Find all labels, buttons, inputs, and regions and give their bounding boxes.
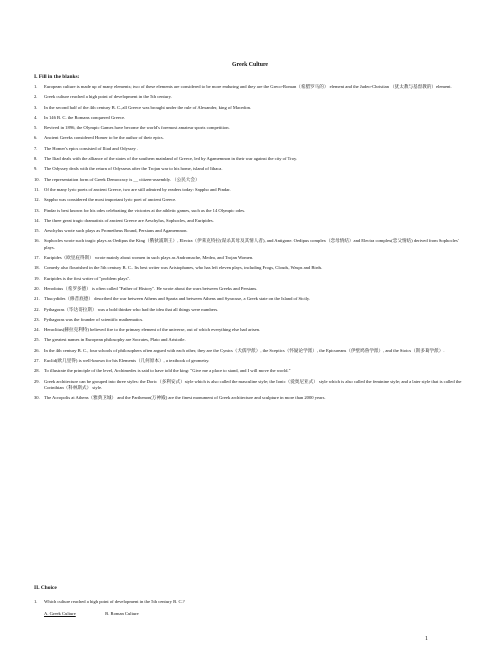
list-item	[34, 358, 464, 364]
list-item-text: Pindar is best known for his odes celebrating the victories at the athletic games, such as the 14 Olympic odes.	[44, 207, 246, 213]
list-item	[34, 187, 464, 193]
list-item	[34, 135, 464, 141]
list-item	[34, 125, 464, 131]
list-item-text: Sappho was considered the most important lyric poet of ancient Greece.	[44, 197, 177, 203]
list-item-text: The representation form of Greek Democracy is __ citizen-assembly. （公民大会）	[44, 176, 200, 182]
list-item	[34, 368, 464, 374]
list-item-number: 16.	[34, 238, 40, 244]
list-item-text: Euripides（欧里庇得斯） wrote mainly about women in such plays as Andromache, Medea, and Trojan Women.	[44, 255, 254, 261]
list-item	[34, 337, 464, 343]
choice-option-a: A. Greek Culture	[44, 611, 76, 616]
list-item	[34, 238, 464, 251]
list-item	[34, 255, 464, 261]
choice-question-number: 1.	[34, 599, 38, 604]
list-item	[34, 348, 464, 354]
list-item-number: 22.	[34, 306, 40, 312]
page-title: Greek Culture	[231, 62, 268, 68]
list-item	[34, 317, 464, 323]
choice-question	[34, 599, 464, 605]
list-item-number: 18.	[34, 265, 40, 271]
list-item-number: 13.	[34, 207, 40, 213]
list-item-text: Euclid(欧几里得) is well-known for his Elements（几何原本）, a textbook of geometry.	[44, 358, 210, 364]
list-item-number: 12.	[34, 197, 40, 203]
list-item	[34, 84, 464, 90]
list-item-text: Greek culture reached a high point of development in the 5th century.	[44, 94, 172, 100]
list-item-text: Euripides is the first writer of "problem plays".	[44, 275, 131, 281]
list-item	[34, 146, 464, 152]
list-item	[34, 197, 464, 203]
list-item-text: Ancient Greeks considered Homer to be the author of their epics.	[44, 135, 164, 141]
list-item-number: 7.	[34, 145, 38, 151]
list-item-text: Pythagoras was the founder of scientific mathematics.	[44, 316, 144, 322]
page-number: 1	[425, 636, 428, 642]
list-item-number: 25.	[34, 337, 40, 343]
list-item-number: 21.	[34, 296, 40, 302]
list-item	[34, 115, 464, 121]
choice-options	[44, 611, 165, 616]
choice-question-text: Which culture reached a high point of development in the 5th century B. C.?	[44, 599, 185, 604]
list-item-number: 28.	[34, 368, 40, 374]
list-item-number: 30.	[34, 395, 40, 401]
list-item-text: Comedy also flourished in the 5th century B. C.. Its best writer was Aristophanes, who has left eleven plays, including Frogs, Clouds, Wasps and Birds.	[44, 265, 323, 271]
list-item	[34, 105, 464, 111]
list-item-text: The Acropolis at Athens（雅典卫城） and the Parthenon(万神殿) are the finest monument of Greek architecture and sculpture in more than 2000 years.	[44, 395, 326, 401]
list-item	[34, 156, 464, 162]
list-item-text: Heraclitus(赫拉克利特) believed fire to the primary element of the universe, out of which everything else had arisen.	[44, 327, 261, 333]
list-item-number: 17.	[34, 255, 40, 261]
list-item-text: The three great tragic dramatists of ancient Greece are Aeschylus, Sophocles, and Euripides.	[44, 217, 214, 223]
list-item-number: 1.	[34, 84, 38, 89]
blank-items-list	[34, 84, 464, 406]
list-item	[34, 276, 464, 282]
list-item-number: 8.	[34, 156, 38, 162]
list-item-text: Sophocles wrote such tragic plays as Oedipus the King（俄狄浦斯王）, Electra（伊莱克特拉(谋杀其母及其情人者), and Antigone. Oedipus complex（恋母情结）and Electra complex(恋父情结) derived from Sophocles' plays.	[44, 238, 459, 250]
list-item-text: European culture is made up of many elements; two of these elements are considered to be more enduring and they are the Greco-Roman（希腊罗马的） element and the Judeo-Christian （犹太教与基督教的）element.	[44, 84, 452, 89]
list-item-text: In the 4th century B. C., four schools of philosophers often argued with each other, they are the Cynics（犬儒学派）, the Sceptics（怀疑论学派）, the Epicureans（伊壁鸠鲁学派）, and the Stoics（斯多葛学派）.	[44, 347, 445, 353]
list-item	[34, 307, 464, 313]
list-item-number: 3.	[34, 104, 38, 110]
list-item	[34, 379, 464, 392]
list-item-text: Aeschylus wrote such plays as Prometheus Bound, Persians and Agamemnon.	[44, 228, 188, 234]
list-item	[34, 166, 464, 172]
list-item-text: Pythagoras（毕达哥拉斯） was a bold thinker who had the idea that all things were numbers.	[44, 306, 219, 312]
list-item-number: 27.	[34, 358, 40, 364]
list-item-number: 23.	[34, 316, 40, 322]
list-item-number: 5.	[34, 125, 38, 131]
list-item-text: The greatest names in European philosophy are Socrates, Plato and Aristotle.	[44, 337, 186, 343]
list-item	[34, 177, 464, 183]
list-item-text: Of the many lyric poets of ancient Greece, two are still admired by readers today: Sappho and Pindar.	[44, 186, 231, 192]
list-item-number: 24.	[34, 327, 40, 333]
list-item	[34, 265, 464, 271]
choice-option-b: B. Roman Culture	[105, 611, 139, 616]
list-item-number: 15.	[34, 228, 40, 234]
list-item	[34, 327, 464, 333]
list-item-number: 10.	[34, 176, 40, 182]
list-item-number: 19.	[34, 275, 40, 281]
list-item-number: 20.	[34, 285, 40, 291]
list-item-text: In 146 B. C. the Romans conquered Greece.	[44, 114, 126, 120]
list-item-number: 11.	[34, 186, 40, 192]
section-heading-choice: II. Choice	[34, 585, 57, 591]
list-item-number: 14.	[34, 217, 40, 223]
section-heading-fill-blanks: I. Fill in the blanks:	[34, 74, 80, 80]
list-item-text: To illustrate the principle of the level, Archimedes is said to have told the king: "Give me a place to stand, and I will move the world."	[44, 368, 291, 374]
list-item	[34, 208, 464, 214]
list-item-number: 29.	[34, 378, 40, 384]
list-item-text: The Iliad deals with the alliance of the states of the southern mainland of Greece, led by Agamemnon in their war against the city of Troy.	[44, 156, 298, 162]
list-item-number: 4.	[34, 114, 38, 120]
list-item-number: 6.	[34, 135, 38, 141]
list-item-text: In the second half of the 4th century B. C.,all Greece was brought under the rule of Alexander, king of Macedon.	[44, 104, 252, 110]
list-item-number: 26.	[34, 347, 40, 353]
list-item-text: The Odyssey deals with the return of Odysseus after the Trojan war to his home, island of Ithaca.	[44, 166, 223, 172]
list-item-number: 2.	[34, 94, 38, 100]
list-item-number: 9.	[34, 166, 38, 172]
list-item-text: The Homer's epics consisted of Iliad and Odyssey .	[44, 145, 139, 151]
list-item	[34, 395, 464, 401]
list-item-text: Thucydides（修昔底德） described the war between Athens and Sparta and between Athens and Syracuse, a Greek state on the Island of Sicily.	[44, 296, 311, 302]
list-item	[34, 296, 464, 302]
list-item	[34, 94, 464, 100]
list-item-text: Revived in 1896, the Olympic Games have become the world's foremost amateur sports competition.	[44, 125, 230, 131]
list-item-text: Greek architecture can be grouped into three styles: the Doric（多利安式）style which is also called the masculine style; the Ionic（爱奥尼亚式） style which is also called the feminine style; and a later style that is called the Corinthian（科林斯式） style.	[44, 378, 462, 390]
list-item-text: Herodotus（希罗多德） is often called "Father of History". He wrote about the wars between Greeks and Persians.	[44, 285, 258, 291]
list-item	[34, 228, 464, 234]
list-item	[34, 286, 464, 292]
list-item	[34, 218, 464, 224]
